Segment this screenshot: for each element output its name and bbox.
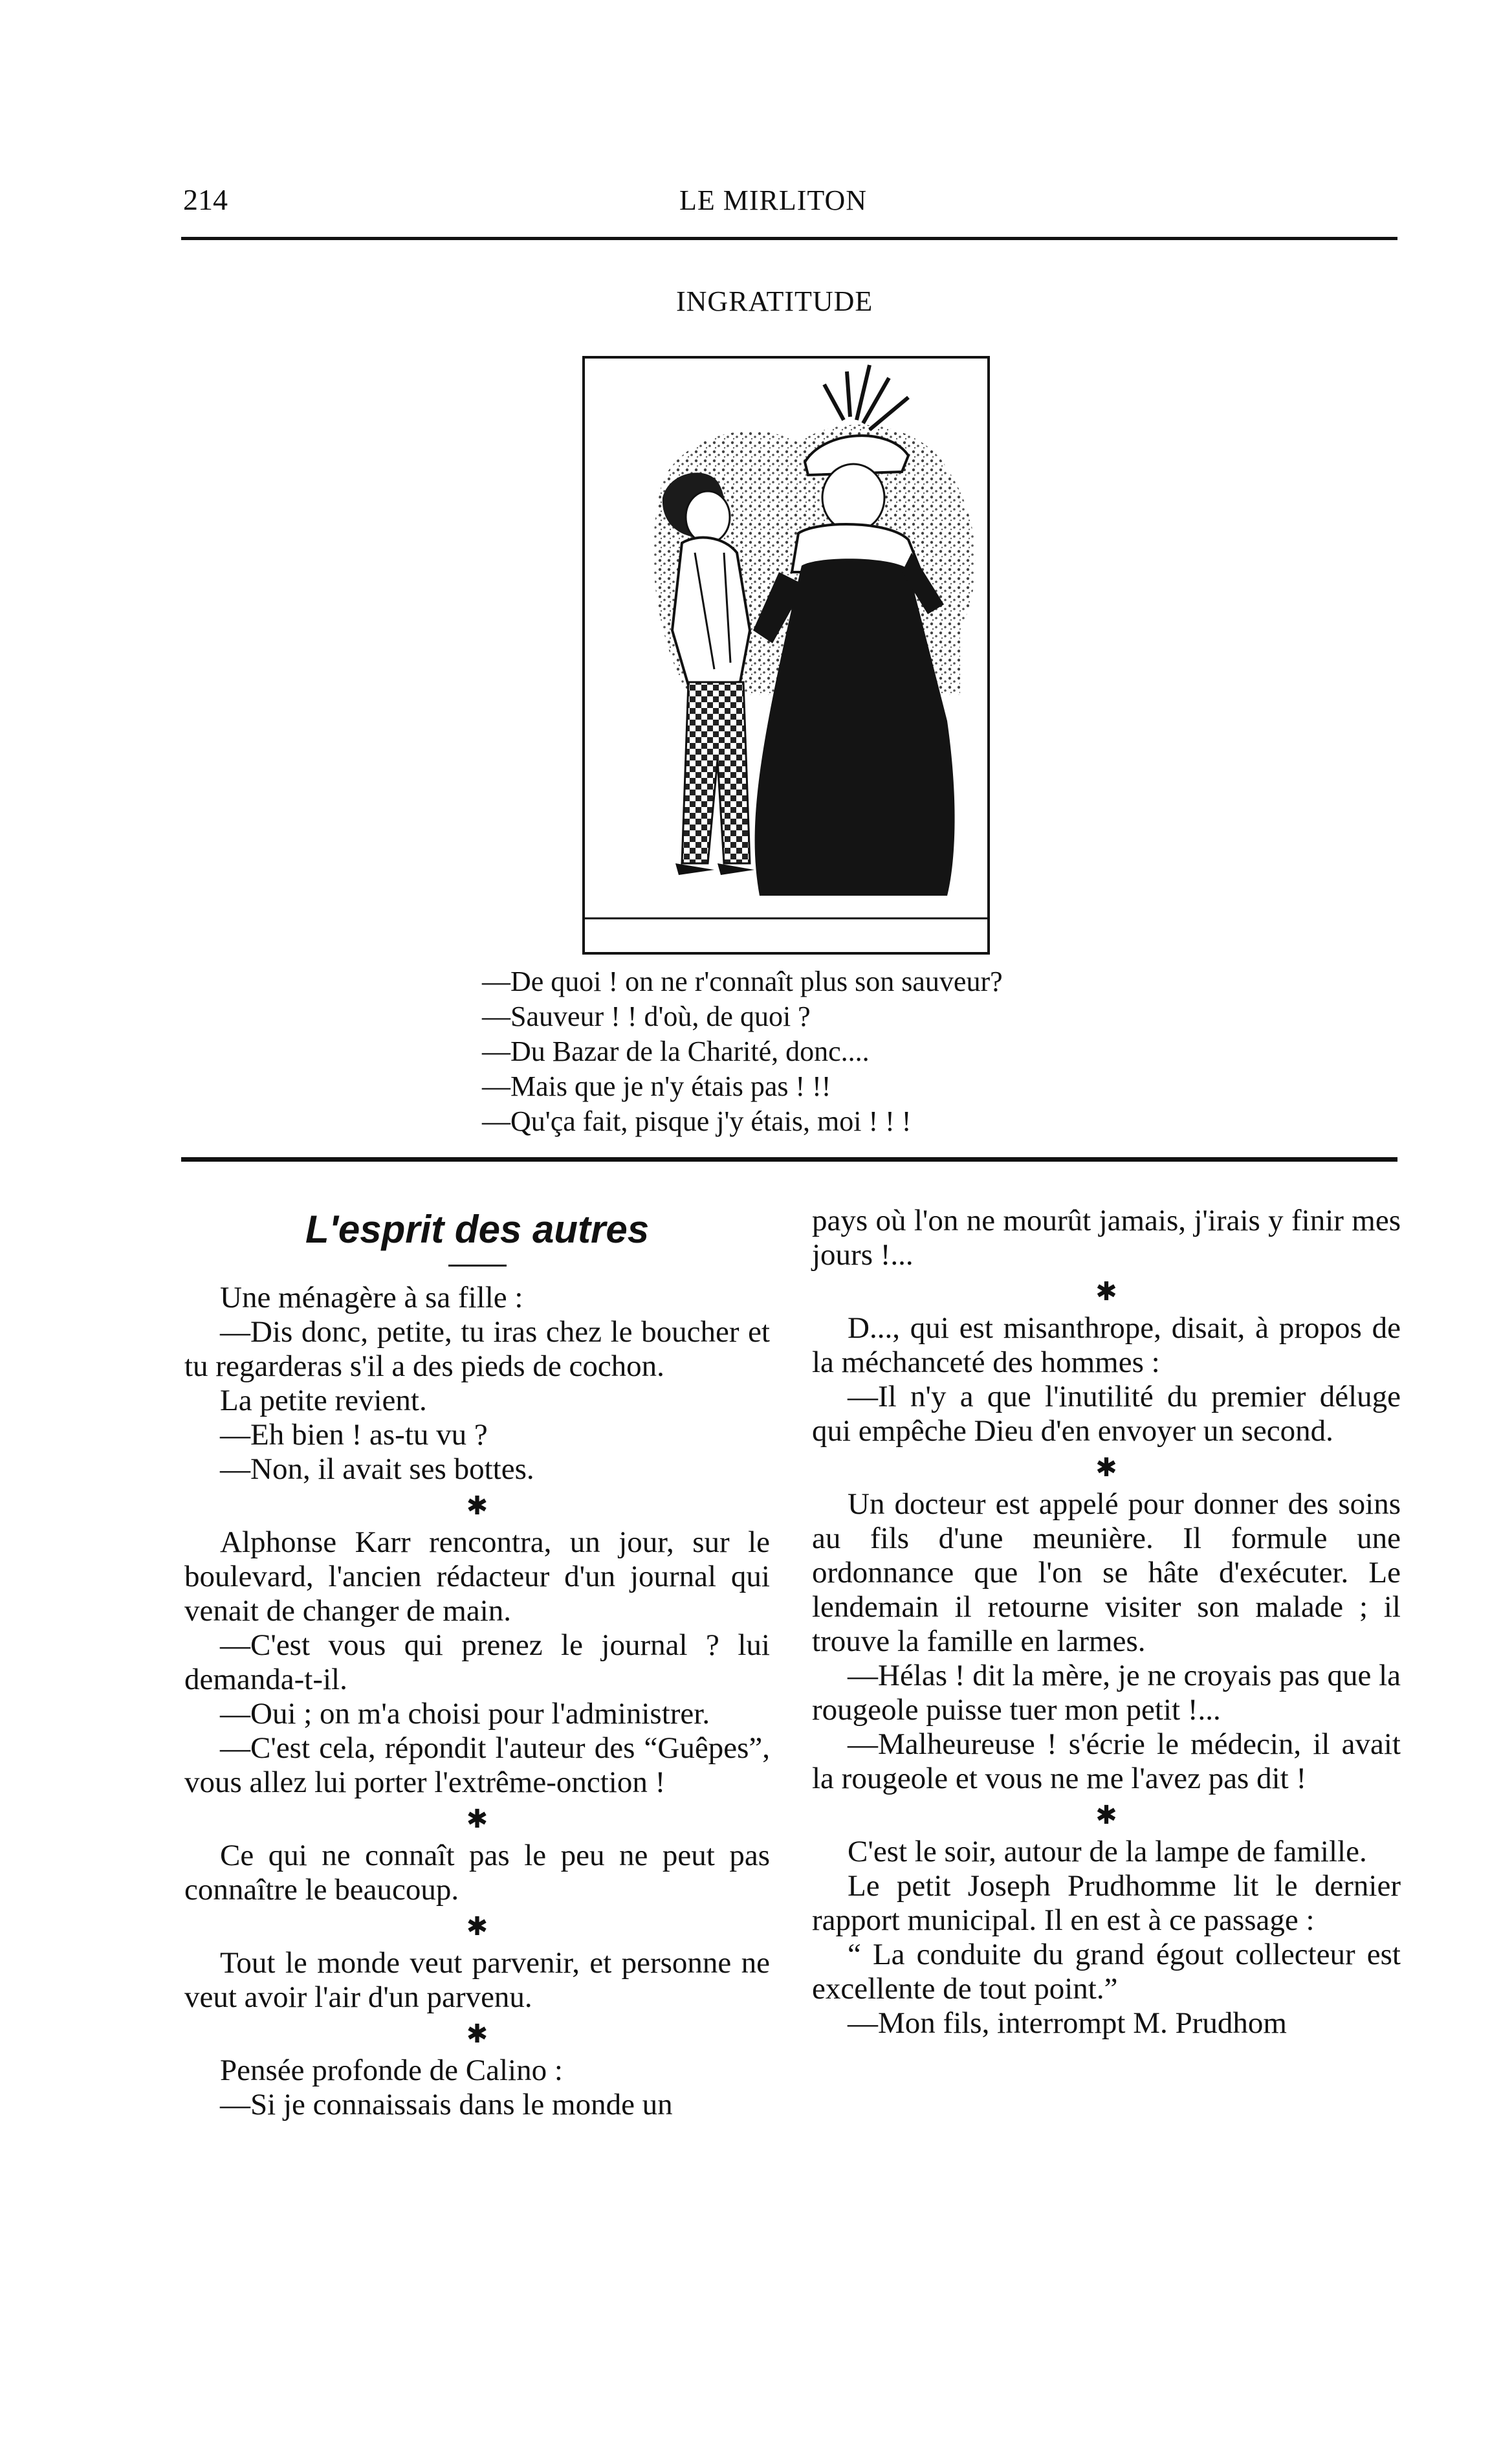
cartoon-dialogue [482, 964, 1003, 1139]
paragraph: —C'est vous qui prenez le journal ? lui demanda-t-il. [184, 1628, 770, 1696]
paragraph: Un docteur est appelé pour donner des soins au fils d'une meunière. Il formule une ordonnance que l'on se hâte d'exécuter. Le lendemain il retourne visiter son malade ; il trouve la famille en larmes. [812, 1487, 1401, 1658]
left-column [184, 1204, 770, 2122]
paragraph: —Dis donc, petite, tu iras chez le boucher et tu regarderas s'il a des pieds de cochon. [184, 1315, 770, 1383]
asterisk-separator: ✱ [466, 2019, 488, 2048]
section-rule [181, 1157, 1397, 1162]
paragraph: C'est le soir, autour de la lampe de famille. [848, 1835, 1367, 1868]
asterisk-separator: ✱ [466, 1804, 488, 1833]
title-rule [448, 1265, 507, 1267]
paragraph: —Il n'y a que l'inutilité du premier déluge qui empêche Dieu d'en envoyer un second. [812, 1380, 1401, 1448]
page-number: 214 [183, 183, 228, 216]
paragraph: “ La conduite du grand égout collecteur est excellente de tout point.” [812, 1938, 1401, 2006]
paragraph: Le petit Joseph Prudhomme lit le dernier rapport municipal. Il en est à ce passage : [812, 1869, 1401, 1937]
paragraph: —Non, il avait ses bottes. [220, 1452, 534, 1486]
paragraph: pays où l'on ne mourût jamais, j'irais y finir mes jours !... [812, 1204, 1401, 1272]
cartoon-drawing [585, 359, 987, 952]
paragraph: Tout le monde veut parvenir, et personne ne veut avoir l'air d'un parvenu. [184, 1946, 770, 2014]
right-column [812, 1204, 1401, 2041]
dialogue-line: —Du Bazar de la Charité, donc.... [482, 1035, 870, 1067]
paragraph: —C'est cela, répondit l'auteur des “Guêpes”, vous allez lui porter l'extrême-onction ! [184, 1731, 770, 1799]
cartoon-title: INGRATITUDE [676, 285, 873, 317]
paragraph: Alphonse Karr rencontra, un jour, sur le boulevard, l'ancien rédacteur d'un journal qui venait de changer de main. [184, 1525, 770, 1628]
dialogue-line: —Qu'ça fait, pisque j'y étais, moi ! ! ! [482, 1105, 912, 1137]
paragraph: —Si je connaissais dans le monde un [220, 2088, 673, 2121]
article-title: L'esprit des autres [305, 1208, 650, 1251]
asterisk-separator: ✱ [1095, 1453, 1117, 1482]
header-rule [181, 237, 1397, 240]
paragraph: —Mon fils, interrompt M. Prudhom [848, 2006, 1287, 2040]
dialogue-line: —Mais que je n'y étais pas ! !! [482, 1070, 831, 1102]
paragraph: —Oui ; on m'a choisi pour l'administrer. [220, 1697, 710, 1731]
asterisk-separator: ✱ [466, 1491, 488, 1520]
cartoon-illustration [582, 356, 990, 955]
asterisk-separator: ✱ [466, 1912, 488, 1941]
paragraph: Ce qui ne connaît pas le peu ne peut pas connaître le beaucoup. [184, 1839, 770, 1907]
paragraph: Pensée profonde de Calino : [220, 2054, 563, 2087]
paragraph: D..., qui est misanthrope, disait, à propos de la méchanceté des hommes : [812, 1311, 1401, 1379]
paragraph: Une ménagère à sa fille : [220, 1281, 523, 1314]
paragraph: La petite revient. [220, 1384, 427, 1417]
paragraph: —Malheureuse ! s'écrie le médecin, il avait la rougeole et vous ne me l'avez pas dit ! [812, 1727, 1401, 1795]
dialogue-line: —Sauveur ! ! d'où, de quoi ? [482, 1001, 811, 1032]
asterisk-separator: ✱ [1095, 1800, 1117, 1830]
running-title: LE MIRLITON [679, 184, 868, 216]
paragraph: —Hélas ! dit la mère, je ne croyais pas que la rougeole puisse tuer mon petit !... [812, 1659, 1401, 1727]
dialogue-line: —De quoi ! on ne r'connaît plus son sauveur? [482, 966, 1003, 997]
asterisk-separator: ✱ [1095, 1277, 1117, 1306]
paragraph: —Eh bien ! as-tu vu ? [220, 1418, 488, 1452]
